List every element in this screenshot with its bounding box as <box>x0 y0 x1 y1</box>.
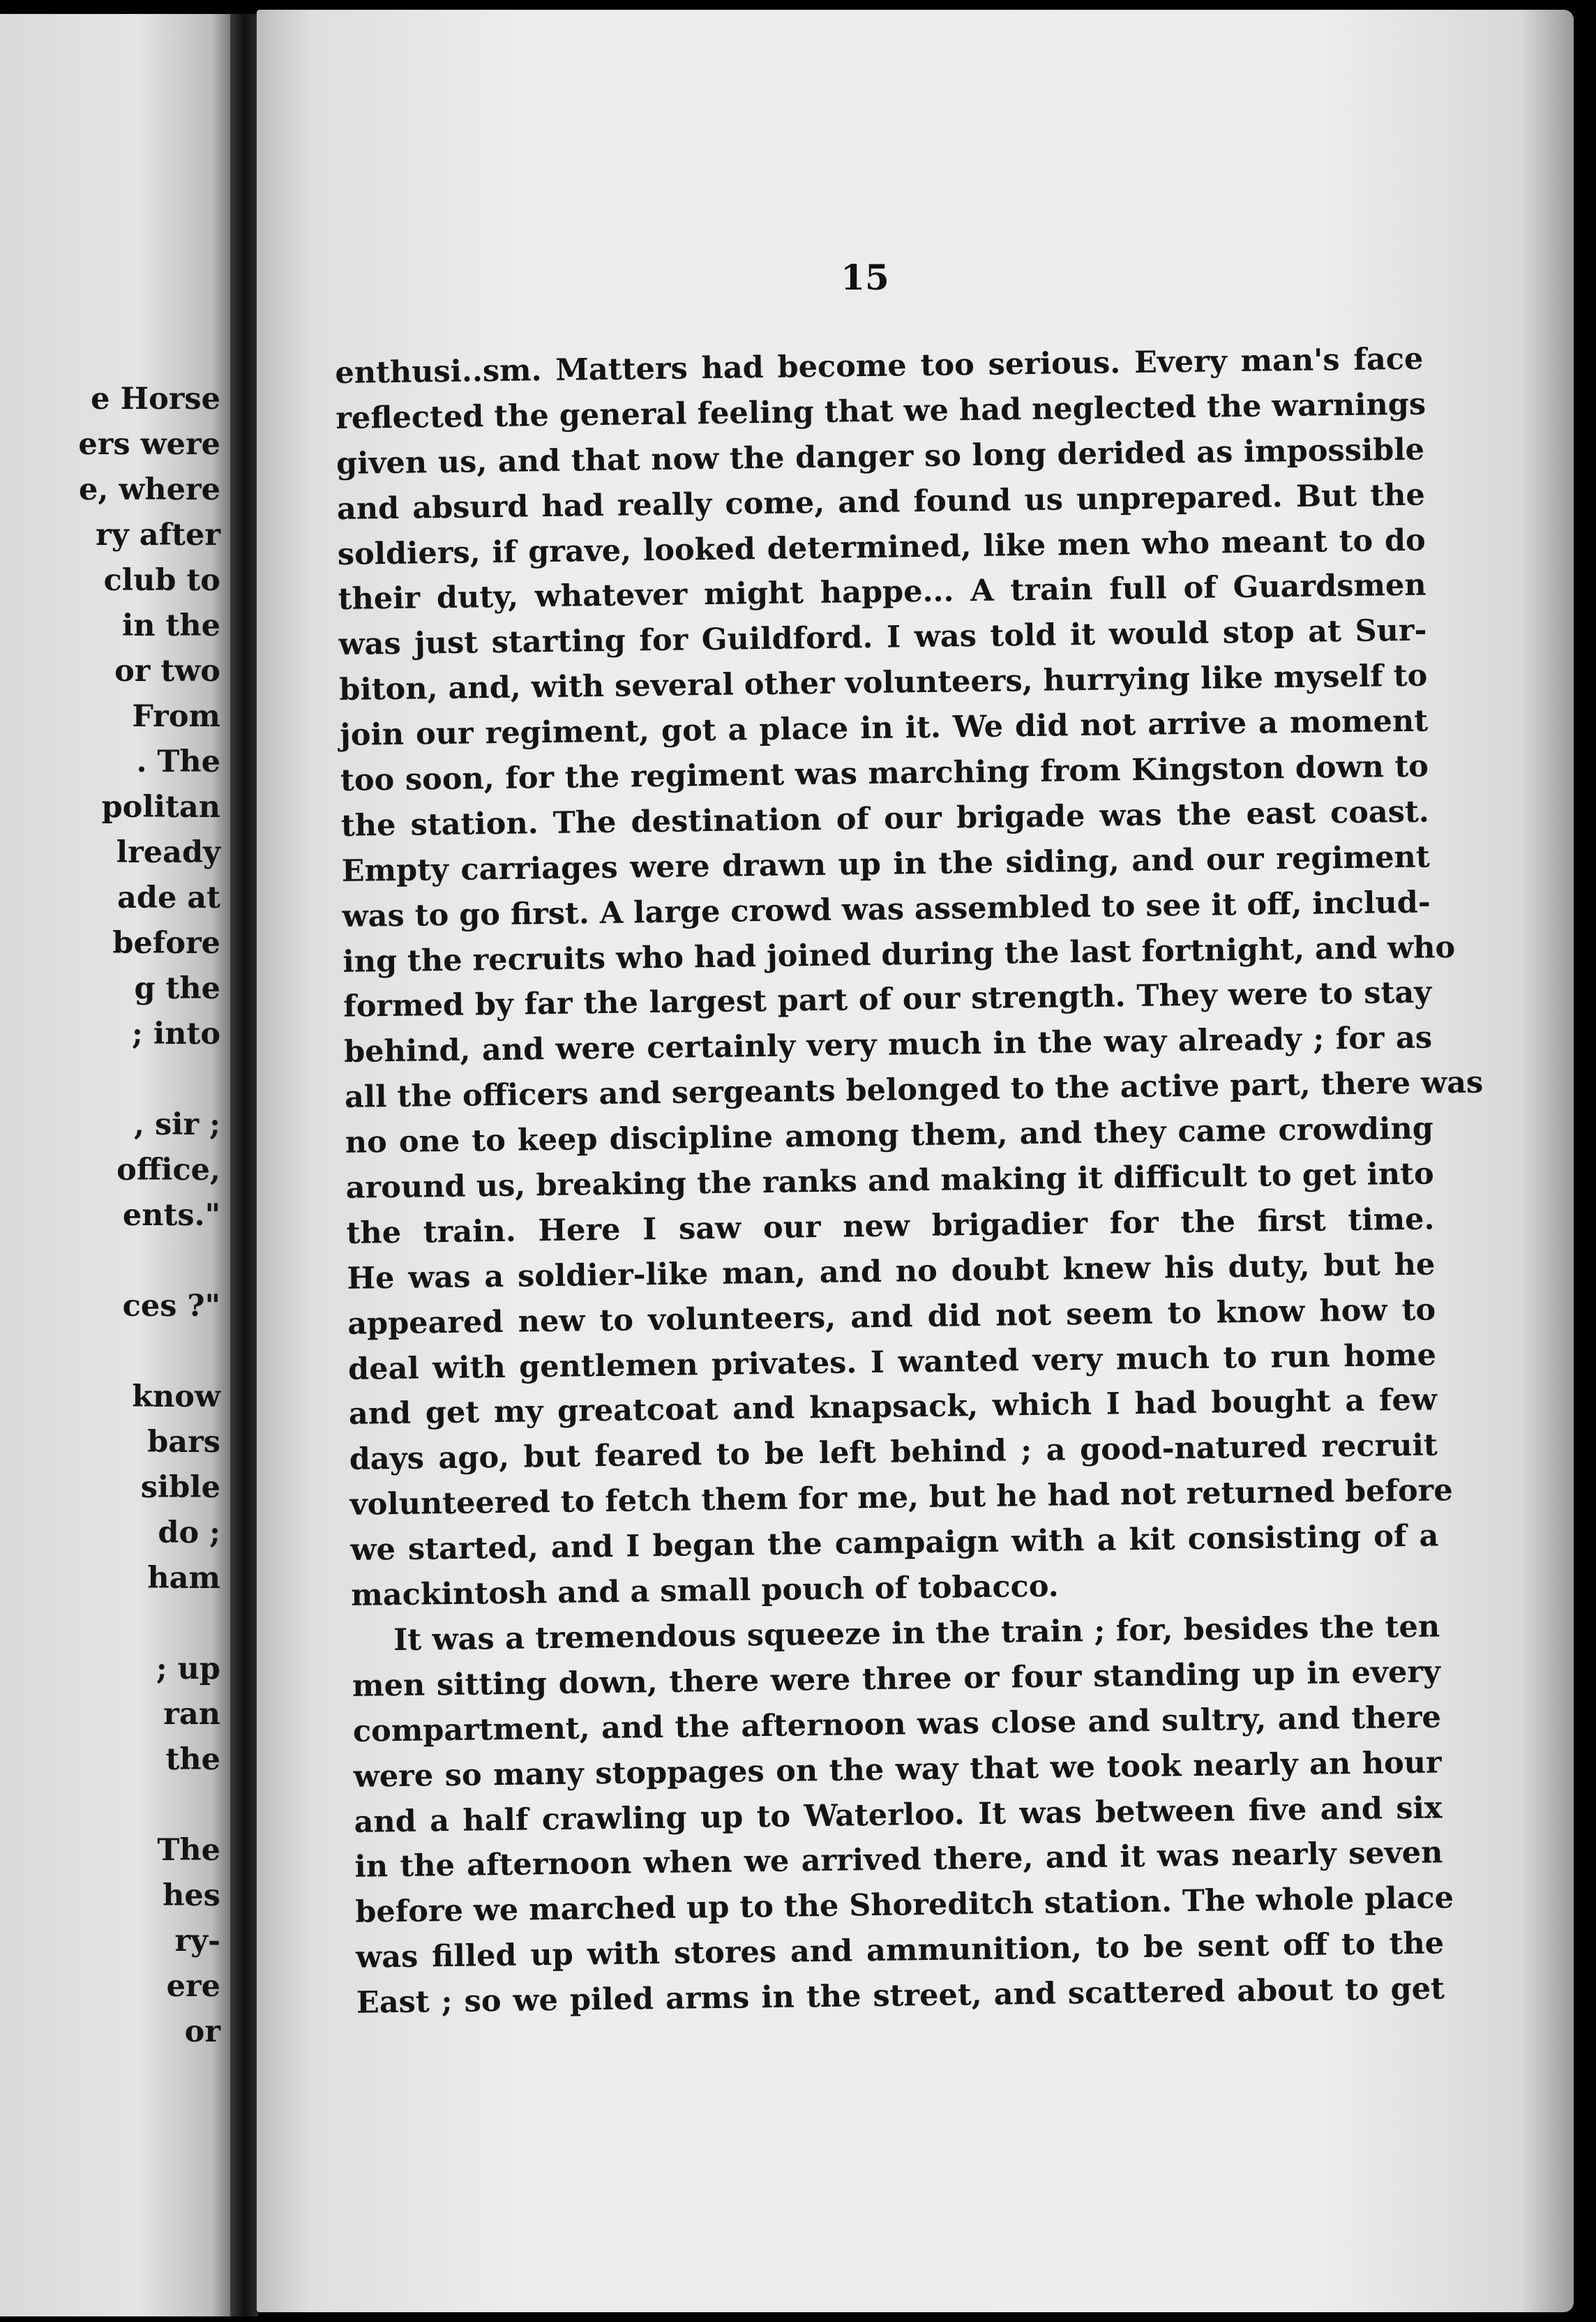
text-line: appeared new to volunteers, and did not seem to know how to <box>347 1292 1436 1342</box>
text-line: join our regiment, got a place in it. We did not arrive a moment <box>339 703 1429 754</box>
text-line: before we marched up to the Shoreditch station. The whole place <box>354 1880 1454 1931</box>
left-page-line: or two <box>114 654 220 689</box>
left-page-line: ade at <box>117 881 220 915</box>
left-page-line <box>0 1238 220 1284</box>
text-line: It was a tremendous squeeze in the train ; for, besides the ten <box>393 1609 1440 1658</box>
left-page-line: . The <box>136 744 220 779</box>
left-page-line <box>0 1329 220 1375</box>
text-line: were so many stoppages on the way that we took nearly an hour <box>353 1745 1442 1795</box>
text-line: formed by far the largest part of our strength. They were to stay <box>342 975 1432 1025</box>
text-line: reflected the general feeling that we had neglected the warnings <box>335 387 1426 436</box>
text-line: all the officers and sergeants belonged to the active part, there was <box>344 1065 1484 1116</box>
text-line: compartment, and the afternoon was close and sultry, and there <box>352 1700 1442 1749</box>
text-line: men sitting down, there were three or four standing up in every <box>352 1654 1441 1704</box>
text-line: was filled up with stores and ammunition, to be sent off to the <box>355 1926 1445 1975</box>
text-line: too soon, for the regiment was marching from Kingston down to <box>340 749 1429 798</box>
left-page-line: lready <box>116 835 220 870</box>
text-line: mackintosh and a small pouch of tobacco. <box>351 1568 1060 1613</box>
paragraph-1 <box>335 337 1484 1619</box>
left-page-line: do ; <box>158 1515 220 1550</box>
left-page-line: office, <box>116 1153 220 1188</box>
page-body-text <box>335 337 1484 2026</box>
text-line: behind, and were certainly very much in the way already ; for as <box>343 1020 1433 1070</box>
left-page-line: ere <box>166 1969 220 2004</box>
left-page-line: the <box>165 1742 220 1777</box>
text-line: around us, breaking the ranks and making it difficult to get into <box>345 1156 1434 1206</box>
page-number: 15 <box>841 257 889 298</box>
text-line: the station. The destination of our brigade was the east coast. <box>340 794 1430 844</box>
left-page-line: know <box>132 1379 220 1414</box>
left-page-line: or <box>184 2014 220 2049</box>
text-line: and a half crawling up to Waterloo. It was between five and six <box>354 1790 1443 1840</box>
left-page-line: sible <box>140 1470 220 1505</box>
left-page-line: From <box>132 699 220 734</box>
left-page-line: ham <box>147 1561 220 1596</box>
left-page <box>0 14 230 2316</box>
left-page-line: bars <box>147 1425 220 1460</box>
text-line: Empty carriages were drawn up in the siding, and our regiment <box>341 839 1430 889</box>
paragraph-2 <box>352 1604 1454 2025</box>
text-line: ing the recruits who had joined during the last fortnight, and who <box>342 929 1456 980</box>
text-line: enthusi..sm. Matters had become too serious. Every man's face <box>335 341 1424 391</box>
text-line: given us, and that now the danger so long derided as impossible <box>336 432 1425 481</box>
text-line: in the afternoon when we arrived there, and it was nearly seven <box>354 1835 1443 1885</box>
left-page-line: , sir ; <box>134 1107 220 1142</box>
text-line: and absurd had really come, and found us unprepared. But the <box>336 477 1426 527</box>
book-gutter <box>230 14 258 2316</box>
text-line: biton, and, with several other volunteers, hurrying like myself to <box>339 658 1428 708</box>
left-page-line <box>0 1783 220 1828</box>
text-line: days ago, but feared to be left behind ; a good-natured recruit <box>349 1428 1438 1478</box>
text-line: soldiers, if grave, looked determined, like men who meant to do <box>337 523 1426 572</box>
left-page-line: ran <box>163 1697 220 1732</box>
text-line: volunteered to fetch them for me, but he had not returned before <box>349 1473 1453 1523</box>
left-page-line: before <box>112 926 220 961</box>
left-page-line: ents." <box>122 1198 220 1233</box>
text-line: we started, and I began the campaign with a kit consisting of a <box>350 1518 1439 1568</box>
text-line: was just starting for Guildford. I was told it would stop at Sur- <box>338 613 1427 663</box>
left-page-line: ers were <box>78 427 220 462</box>
text-line: was to go first. A large crowd was assembled to see it off, includ- <box>342 885 1431 934</box>
text-line: He was a soldier-like man, and no doubt knew his duty, but he <box>347 1247 1436 1296</box>
left-page-line: ces ?" <box>122 1289 220 1324</box>
text-line: the train. Here I saw our new brigadier for the first time. <box>346 1201 1435 1251</box>
text-line: and get my greatcoat and knapsack, which I had bought a few <box>348 1382 1438 1432</box>
left-page-line: ; up <box>156 1651 220 1686</box>
left-page-line: ; into <box>132 1017 220 1051</box>
left-page-text <box>0 377 220 2055</box>
text-line: deal with gentlemen privates. I wanted very much to run home <box>347 1338 1437 1387</box>
left-page-line: ry after <box>96 518 220 553</box>
left-page-line: e, where <box>79 472 220 507</box>
left-page-line: g the <box>134 971 220 1006</box>
left-page-line: club to <box>103 563 220 598</box>
left-page-line: hes <box>163 1878 220 1913</box>
left-page-line <box>0 1057 220 1102</box>
left-page-line: in the <box>121 608 220 643</box>
left-page-line: politan <box>101 790 220 825</box>
text-line: no one to keep discipline among them, and they came crowding <box>345 1111 1434 1161</box>
left-page-line: The <box>157 1833 220 1868</box>
left-page-line: e Horse <box>91 382 220 417</box>
left-page-line: ry- <box>174 1924 220 1958</box>
left-page-line <box>0 1601 220 1647</box>
text-line: their duty, whatever might happe... A train full of Guardsmen <box>338 568 1426 617</box>
text-line: East ; so we piled arms in the street, and scattered about to get <box>356 1971 1445 2021</box>
